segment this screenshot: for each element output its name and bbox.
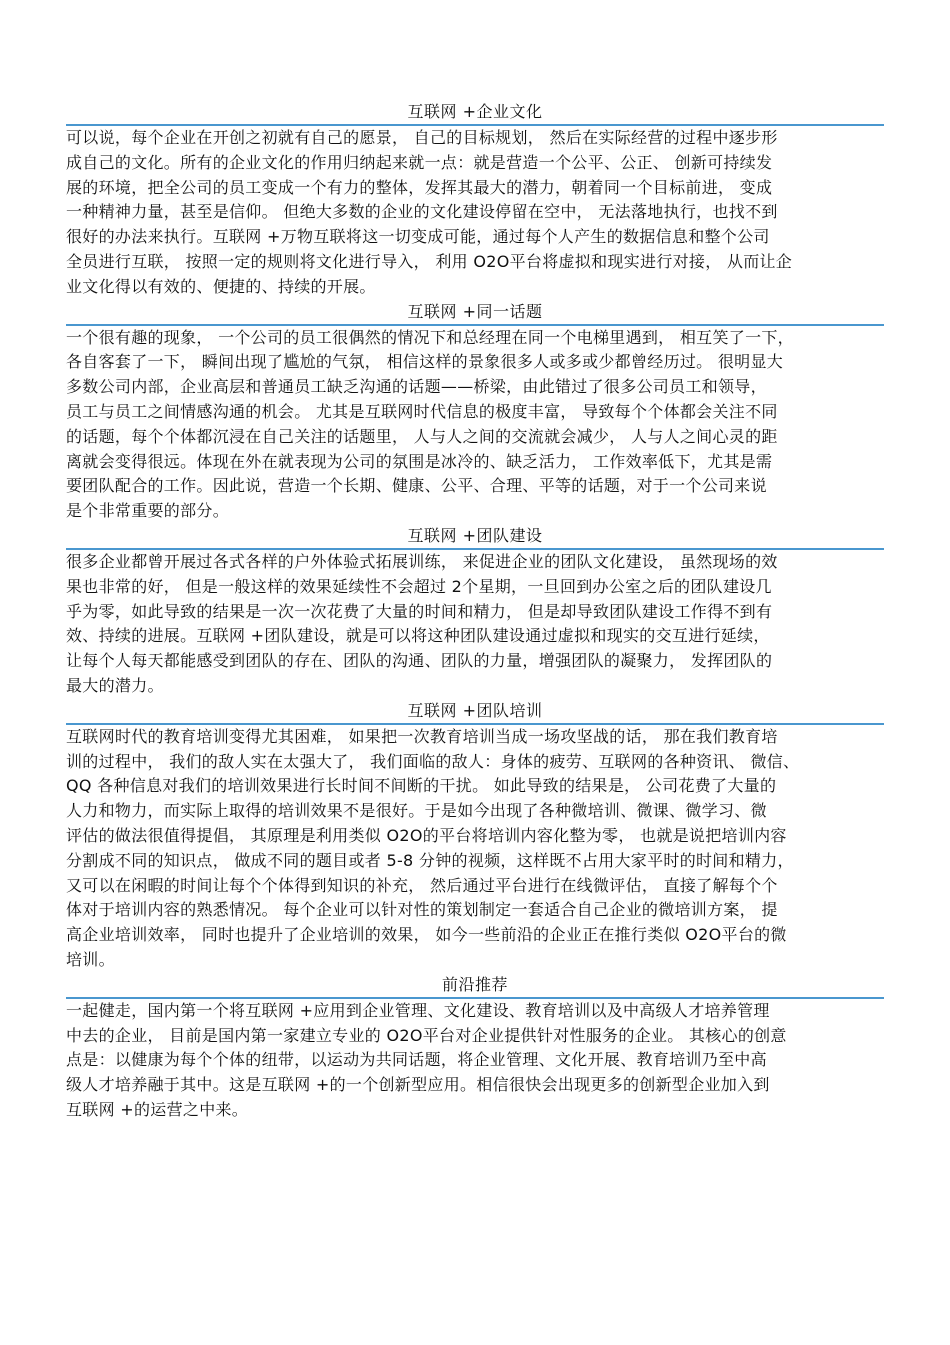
paragraph-line: 让每个人每天都能感受到团队的存在、团队的沟通、团队的力量，增强团队的凝聚力， 发挥团队的 bbox=[66, 651, 773, 671]
paragraph-line: 各自客套了一下， 瞬间出现了尴尬的气氛， 相信这样的景象很多人或多或少都曾经历过。 很明显大 bbox=[66, 352, 784, 372]
paragraph-line: 训的过程中， 我们的敌人实在太强大了， 我们面临的敌人：身体的疲劳、互联网的各种资讯、 微信、 bbox=[66, 751, 800, 771]
paragraph-line: 要团队配合的工作。因此说，营造一个长期、健康、公平、合理、平等的话题，对于一个公司来说 bbox=[66, 476, 767, 496]
paragraph-line: 培训。 bbox=[66, 949, 115, 969]
paragraph-line: 评估的做法很值得提倡， 其原理是利用类似 O2O的平台将培训内容化整为零， 也就是说把培训内容 bbox=[66, 825, 787, 845]
paragraph-line: 离就会变得很远。体现在外在就表现为公司的氛围是冰冷的、缺乏活力， 工作效率低下，尤其是需 bbox=[66, 451, 773, 471]
paragraph-line: 果也非常的好， 但是一般这样的效果延续性不会超过 2个星期，一旦回到办公室之后的团队建设几 bbox=[66, 576, 772, 596]
section-common-topic bbox=[66, 300, 884, 524]
section-enterprise-culture bbox=[66, 100, 884, 300]
paragraph-line: 一个很有趣的现象， 一个公司的员工很偶然的情况下和总经理在同一个电梯里遇到， 相互笑了一下， bbox=[66, 327, 794, 347]
paragraph-line: 体对于培训内容的熟悉情况。 每个企业可以针对性的策划制定一套适合自己企业的微培训方案， 提 bbox=[66, 900, 778, 920]
paragraph-line: 全员进行互联， 按照一定的规则将文化进行导入， 利用 O2O平台将虚拟和现实进行对接， 从而让企 bbox=[66, 251, 793, 271]
paragraph-line: 员工与员工之间情感沟通的机会。 尤其是互联网时代信息的极度丰富， 导致每个个体都会关注不同 bbox=[66, 401, 778, 421]
section-team-training bbox=[66, 699, 884, 973]
paragraph-line: 是个非常重要的部分。 bbox=[66, 501, 230, 521]
paragraph-line: 点是：以健康为每个个体的纽带，以运动为共同话题，将企业管理、文化开展、教育培训乃至中高 bbox=[66, 1050, 767, 1070]
section-frontier-recommendation bbox=[66, 973, 884, 1123]
paragraph-line: 多数公司内部，企业高层和普通员工缺乏沟通的话题——桥梁，由此错过了很多公司员工和领导， bbox=[66, 377, 767, 397]
section-team-building bbox=[66, 524, 884, 699]
paragraph-line: 中去的企业， 目前是国内第一家建立专业的 O2O平台对企业提供针对性服务的企业。 其核心的创意 bbox=[66, 1025, 787, 1045]
paragraph-line: 效、持续的进展。互联网 +团队建设，就是可以将这种团队建设通过虚拟和现实的交互进行延续， bbox=[66, 626, 770, 646]
section-title: 互联网 +企业文化 bbox=[407, 102, 543, 121]
paragraph-line: 一种精神力量，甚至是信仰。 但绝大多数的企业的文化建设停留在空中， 无法落地执行，也找不到 bbox=[66, 202, 778, 222]
paragraph-line: 成自己的文化。所有的企业文化的作用归纳起来就一点：就是营造一个公平、公正、 创新可持续发 bbox=[66, 152, 773, 172]
paragraph-line: 互联网 +的运营之中来。 bbox=[66, 1099, 249, 1119]
paragraph-line: 很多企业都曾开展过各式各样的户外体验式拓展训练， 来促进企业的团队文化建设， 虽然现场的效 bbox=[66, 551, 778, 571]
paragraph-line: 又可以在闲暇的时间让每个个体得到知识的补充， 然后通过平台进行在线微评估， 直接了解每个个 bbox=[66, 875, 778, 895]
section-title: 互联网 +团队建设 bbox=[407, 525, 543, 545]
paragraph-line: 的话题，每个个体都沉浸在自己关注的话题里， 人与人之间的交流就会减少， 人与人之间心灵的距 bbox=[66, 426, 778, 446]
paragraph-line: 一起健走，国内第一个将互联网 +应用到企业管理、文化建设、教育培训以及中高级人才培养管理 bbox=[66, 1000, 770, 1020]
section-title: 互联网 +同一话题 bbox=[407, 301, 543, 321]
paragraph-line: 乎为零，如此导致的结果是一次一次花费了大量的时间和精力， 但是却导致团队建设工作得不到有 bbox=[66, 601, 773, 621]
paragraph-line: 级人才培养融于其中。这是互联网 +的一个创新型应用。相信很快会出现更多的创新型企业加入到 bbox=[66, 1075, 770, 1095]
paragraph-line: QQ 各种信息对我们的培训效果进行长时间不间断的干扰。 如此导致的结果是， 公司花费了大量的 bbox=[66, 776, 777, 796]
paragraph-line: 很好的办法来执行。互联网 +万物互联将这一切变成可能，通过每个人产生的数据信息和整个公司 bbox=[66, 227, 770, 247]
section-title: 互联网 +团队培训 bbox=[407, 700, 543, 720]
document-page bbox=[66, 100, 884, 1123]
paragraph-line: 分割成不同的知识点， 做成不同的题目或者 5-8 分钟的视频，这样既不占用大家平时的时间和精力， bbox=[66, 850, 794, 870]
paragraph-line: 互联网时代的教育培训变得尤其困难， 如果把一次教育培训当成一场攻坚战的话， 那在我们教育培 bbox=[66, 726, 778, 746]
section-title: 前沿推荐 bbox=[441, 974, 508, 994]
paragraph-line: 人力和物力，而实际上取得的培训效果不是很好。于是如今出现了各种微培训、微课、微学习、微 bbox=[66, 801, 767, 821]
paragraph-line: 高企业培训效率， 同时也提升了企业培训的效果， 如今一些前沿的企业正在推行类似 O2O平台的微 bbox=[66, 925, 787, 945]
paragraph-line: 展的环境，把全公司的员工变成一个有力的整体，发挥其最大的潜力，朝着同一个目标前进， 变成 bbox=[66, 177, 773, 197]
paragraph-line: 最大的潜力。 bbox=[66, 675, 164, 695]
paragraph-line: 业文化得以有效的、便捷的、持续的开展。 bbox=[66, 276, 376, 296]
paragraph-line: 可以说，每个企业在开创之初就有自己的愿景， 自己的目标规划， 然后在实际经营的过程中逐步形 bbox=[66, 128, 778, 147]
